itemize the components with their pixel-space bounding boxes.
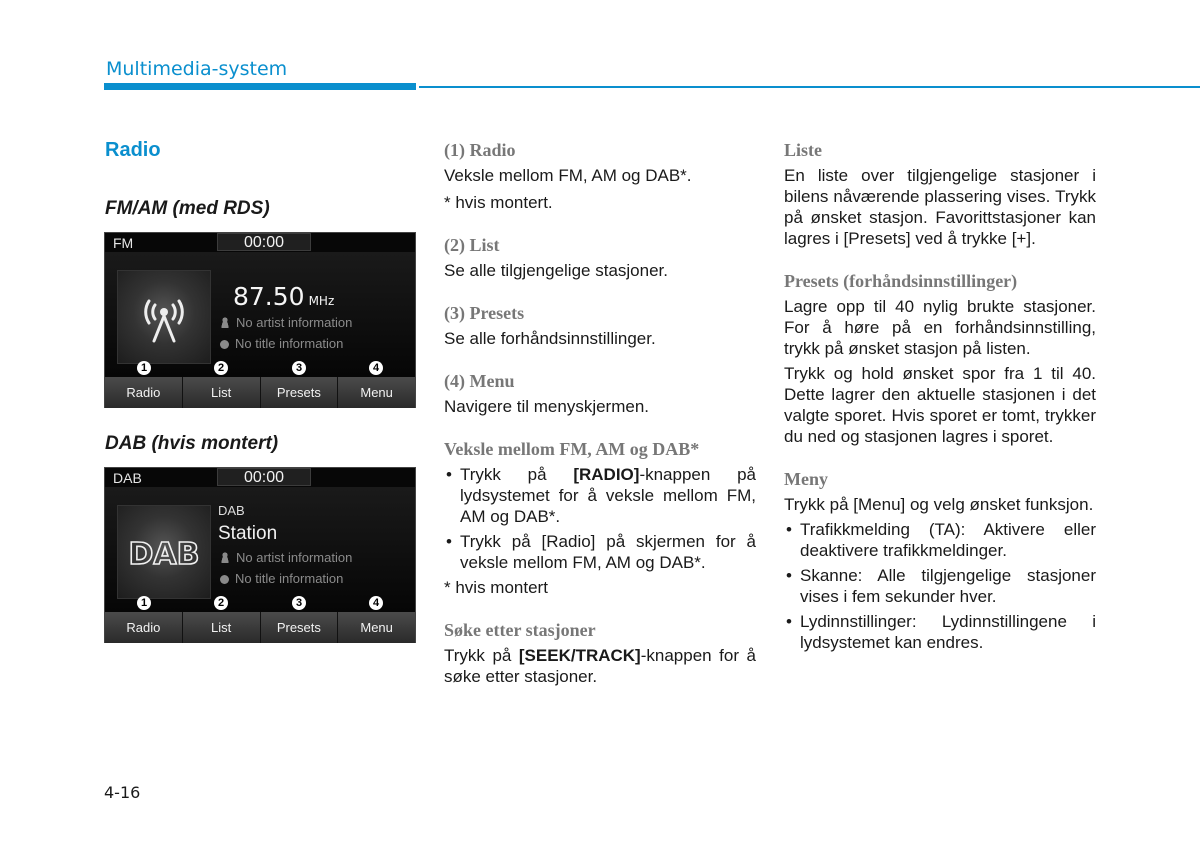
fm-am-heading: FM/AM (med RDS): [105, 198, 270, 219]
presets-button[interactable]: Presets: [261, 377, 339, 408]
clock: 00:00: [217, 468, 311, 486]
presets-description: Lagre opp til 40 nylig brukte stasjoner. For å høre på en forhåndsinnstilling, trykk på ønsket stasjon på listen.: [784, 297, 1096, 358]
menu-function-list: [784, 519, 1096, 653]
menu-description: Trykk på [Menu] og velg ønsket funksjon.: [784, 495, 1094, 514]
dab-logo-text: DAB: [128, 537, 200, 572]
music-note-icon: [220, 575, 229, 584]
screen-status-bar: [105, 233, 415, 253]
radio-section-title: Radio: [105, 139, 161, 161]
switch-note: * hvis montert: [444, 578, 548, 597]
presets-button[interactable]: Presets: [261, 612, 339, 643]
radio-button[interactable]: Radio: [105, 377, 183, 408]
callout-marker: 2: [214, 596, 228, 610]
right-column: [784, 140, 1096, 653]
menu-subheading: (4) Menu: [444, 371, 515, 391]
frequency-unit: MHz: [308, 294, 335, 308]
band-label: DAB: [218, 503, 245, 518]
callout-marker: 3: [292, 361, 306, 375]
list-description: En liste over tilgjengelige stasjoner i bilens nåværende plassering vises. Trykk på ønsket stasjon. Favorittstasjoner kan lagres i [Presets] ved å trykke [+].: [784, 166, 1096, 248]
dab-logo: [117, 505, 211, 599]
seek-key-label: [SEEK/TRACK]: [518, 646, 641, 665]
artist-icon: [220, 552, 230, 563]
callout-marker: 4: [369, 361, 383, 375]
seek-subheading: Søke etter stasjoner: [444, 620, 596, 640]
radio-text: Veksle mellom FM, AM og DAB*.: [444, 166, 692, 185]
music-note-icon: [220, 340, 229, 349]
menu-text: Navigere til menyskjermen.: [444, 397, 650, 416]
clock: 00:00: [217, 233, 311, 251]
title-info: [220, 571, 343, 586]
screen-button-bar: [105, 377, 415, 408]
dab-heading: DAB (hvis montert): [105, 433, 279, 454]
presets-hold-description: Trykk og hold ønsket spor fra 1 til 40. Dette lagrer den aktuelle stasjonen i det valgte sporet. Hvis sporet er tomt, trykker du ned og stasjonen lagres i sporet.: [784, 364, 1096, 446]
screen-status-bar: [105, 468, 415, 488]
artist-icon: [220, 317, 230, 328]
callout-marker: 2: [214, 361, 228, 375]
middle-column: [444, 140, 756, 687]
dab-radio-screen: [104, 467, 416, 643]
title-text: No title information: [235, 336, 344, 351]
station-name: Station: [218, 523, 278, 544]
radio-subheading: (1) Radio: [444, 140, 516, 160]
list-item: • Lydinnstillinger: Lydinnstillingene i lydsystemet kan endres.: [784, 611, 1096, 653]
frequency-display: [233, 282, 334, 311]
screen-button-bar: [105, 612, 415, 643]
section-header-title: Multimedia-system: [106, 58, 288, 80]
callout-marker: 1: [137, 361, 151, 375]
presets-subheading: Presets (forhåndsinnstillinger): [784, 271, 1018, 291]
list-item: • Skanne: Alle tilgjengelige stasjoner vises i fem sekunder hver.: [784, 565, 1096, 607]
menu-button[interactable]: Menu: [338, 612, 415, 643]
source-label: DAB: [113, 470, 142, 486]
seek-text: Trykk på [SEEK/TRACK]-knappen for å søke etter stasjoner.: [444, 646, 756, 686]
page-number: 4-16: [104, 783, 141, 802]
callout-marker: 1: [137, 596, 151, 610]
artist-info: [220, 315, 352, 330]
menu-button[interactable]: Menu: [338, 377, 415, 408]
title-info: [220, 336, 343, 351]
list-subheading: (2) List: [444, 235, 500, 255]
title-text: No title information: [235, 571, 344, 586]
list-text: Se alle tilgjengelige stasjoner.: [444, 261, 668, 280]
callout-marker: 4: [369, 596, 383, 610]
list-item: • Trykk på [Radio] på skjermen for å veksle mellom FM, AM og DAB*.: [444, 531, 756, 573]
presets-subheading: (3) Presets: [444, 303, 525, 323]
header-rule-thin: [419, 86, 1200, 88]
list-item: • Trafikkmelding (TA): Aktivere eller deaktivere trafikkmeldinger.: [784, 519, 1096, 561]
callout-marker: 3: [292, 596, 306, 610]
frequency-value: 87.50: [233, 282, 305, 311]
fm-radio-screen: [104, 232, 416, 408]
radio-key-label: [RADIO]: [573, 465, 640, 484]
now-playing-panel: [105, 487, 415, 612]
artist-info: [220, 550, 352, 565]
artist-text: No artist information: [236, 550, 353, 565]
presets-text: Se alle forhåndsinnstillinger.: [444, 329, 656, 348]
now-playing-panel: [105, 252, 415, 377]
list-subheading: Liste: [784, 140, 822, 160]
header-rule-thick: [104, 83, 416, 90]
radio-button[interactable]: Radio: [105, 612, 183, 643]
source-label: FM: [113, 235, 134, 251]
switch-band-list: [444, 464, 756, 573]
menu-subheading: Meny: [784, 469, 828, 489]
radio-note: * hvis montert.: [444, 193, 553, 212]
list-item: • Trykk på [RADIO]-knappen på lydsystemet for å veksle mellom FM, AM og DAB*.: [444, 464, 756, 527]
radio-broadcast-icon: [117, 270, 211, 364]
artist-text: No artist information: [236, 315, 353, 330]
switch-band-subheading: Veksle mellom FM, AM og DAB*: [444, 439, 700, 459]
list-button[interactable]: List: [183, 612, 261, 643]
list-button[interactable]: List: [183, 377, 261, 408]
